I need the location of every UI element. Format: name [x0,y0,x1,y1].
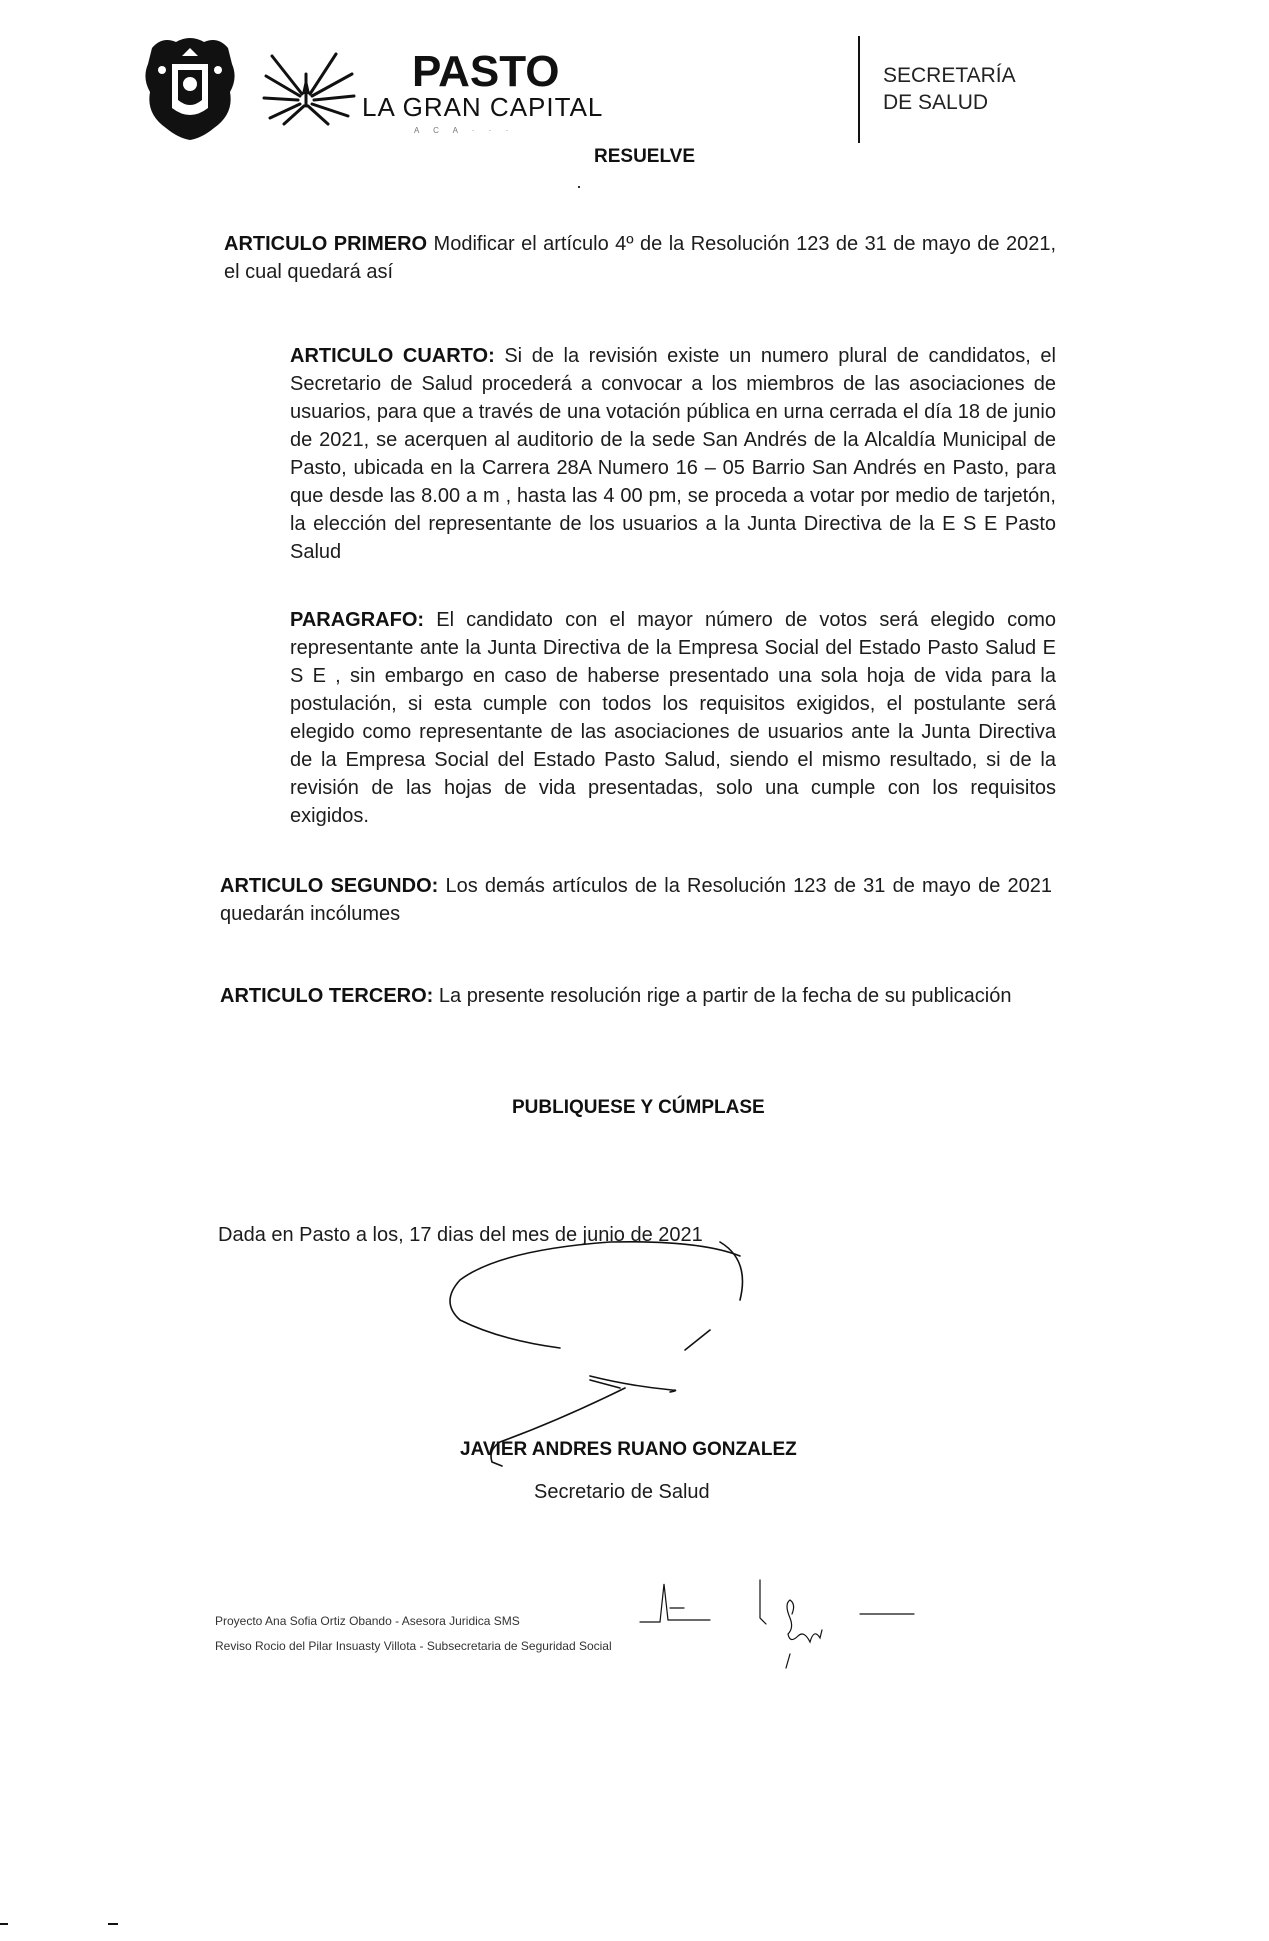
office-line-1: SECRETARÍA [883,64,1016,87]
article-cuarto-label: ARTICULO CUARTO: [290,345,495,367]
stray-mark [578,186,580,188]
article-segundo-label: ARTICULO SEGUNDO: [220,875,439,897]
brand-name: PASTO [412,47,560,96]
date-line: Dada en Pasto a los, 17 dias del mes de junio de 2021 [218,1224,703,1246]
signer-role: Secretario de Salud [534,1481,710,1503]
initials-marks [620,1574,920,1684]
coat-of-arms-logo [142,34,238,142]
footer-proyecto: Proyecto Ana Sofia Ortiz Obando - Asesora Juridica SMS [215,1614,520,1628]
article-tercero-label: ARTICULO TERCERO: [220,985,434,1007]
sunburst-logo-icon [262,46,356,126]
article-cuarto [290,342,1056,566]
brand-small-text: A C A · · · [414,126,515,135]
header-divider [858,36,860,143]
article-tercero-text: La presente resolución rige a partir de la fecha de su publicación [433,985,1012,1007]
footer-reviso: Reviso Rocio del Pilar Insuasty Villota - Subsecretaria de Seguridad Social [215,1639,612,1653]
article-primero [224,230,1056,286]
article-segundo-text: Los demás artículos de la Resolución 123 de 31 de mayo de 2021 quedarán incólumes [220,875,1053,925]
paragrafo-label: PARAGRAFO: [290,609,425,631]
article-primero-text: Modificar el artículo 4º de la Resolución 123 de 31 de mayo de 2021, el cual quedará así [224,233,1057,283]
publiquese-heading: PUBLIQUESE Y CÚMPLASE [512,1097,765,1118]
office-line-2: DE SALUD [883,91,989,114]
article-primero-label: ARTICULO PRIMERO [224,233,428,255]
article-segundo [220,872,1052,928]
signer-name: JAVIER ANDRES RUANO GONZALEZ [460,1439,797,1460]
paragrafo-text: El candidato con el mayor número de votos será elegido como representante ante la Junta Directiva de la Empresa Social del Estado Pasto Salud E S E , sin embargo en caso de haberse presentado una sola hoja de vida para la postulación, si esta cumple con todos los requisitos exigidos, el postulante será elegido como representante de las asociaciones de usuarios ante la Junta Directiva de la Empresa Social del Estado Pasto Salud, siendo el mismo resultado, si de la revisión de las hojas de vida presentadas, solo una cumple con los requisitos exigidos. [290,609,1056,827]
office-name [883,62,1016,116]
scan-edge-marks [0,1920,120,1930]
resuelve-heading: RESUELVE [594,146,696,167]
paragrafo [290,606,1056,830]
article-tercero [220,982,1052,1010]
brand-tagline: LA GRAN CAPITAL [362,92,604,122]
article-cuarto-text: Si de la revisión existe un numero plural de candidatos, el Secretario de Salud procederá a convocar a los miembros de las asociaciones de usuarios, para que a través de una votación pública en urna cerrada el día 18 de junio de 2021, se acerquen al auditorio de la sede San Andrés de la Alcaldía Municipal de Pasto, ubicada en la Carrera 28A Numero 16 – 05 Barrio San Andrés en Pasto, para que desde las 8.00 a m , hasta las 4 00 pm, se proceda a votar por medio de tarjetón, la elección del representante de los usuarios a la Junta Directiva de la E S E Pasto Salud [290,345,1056,563]
